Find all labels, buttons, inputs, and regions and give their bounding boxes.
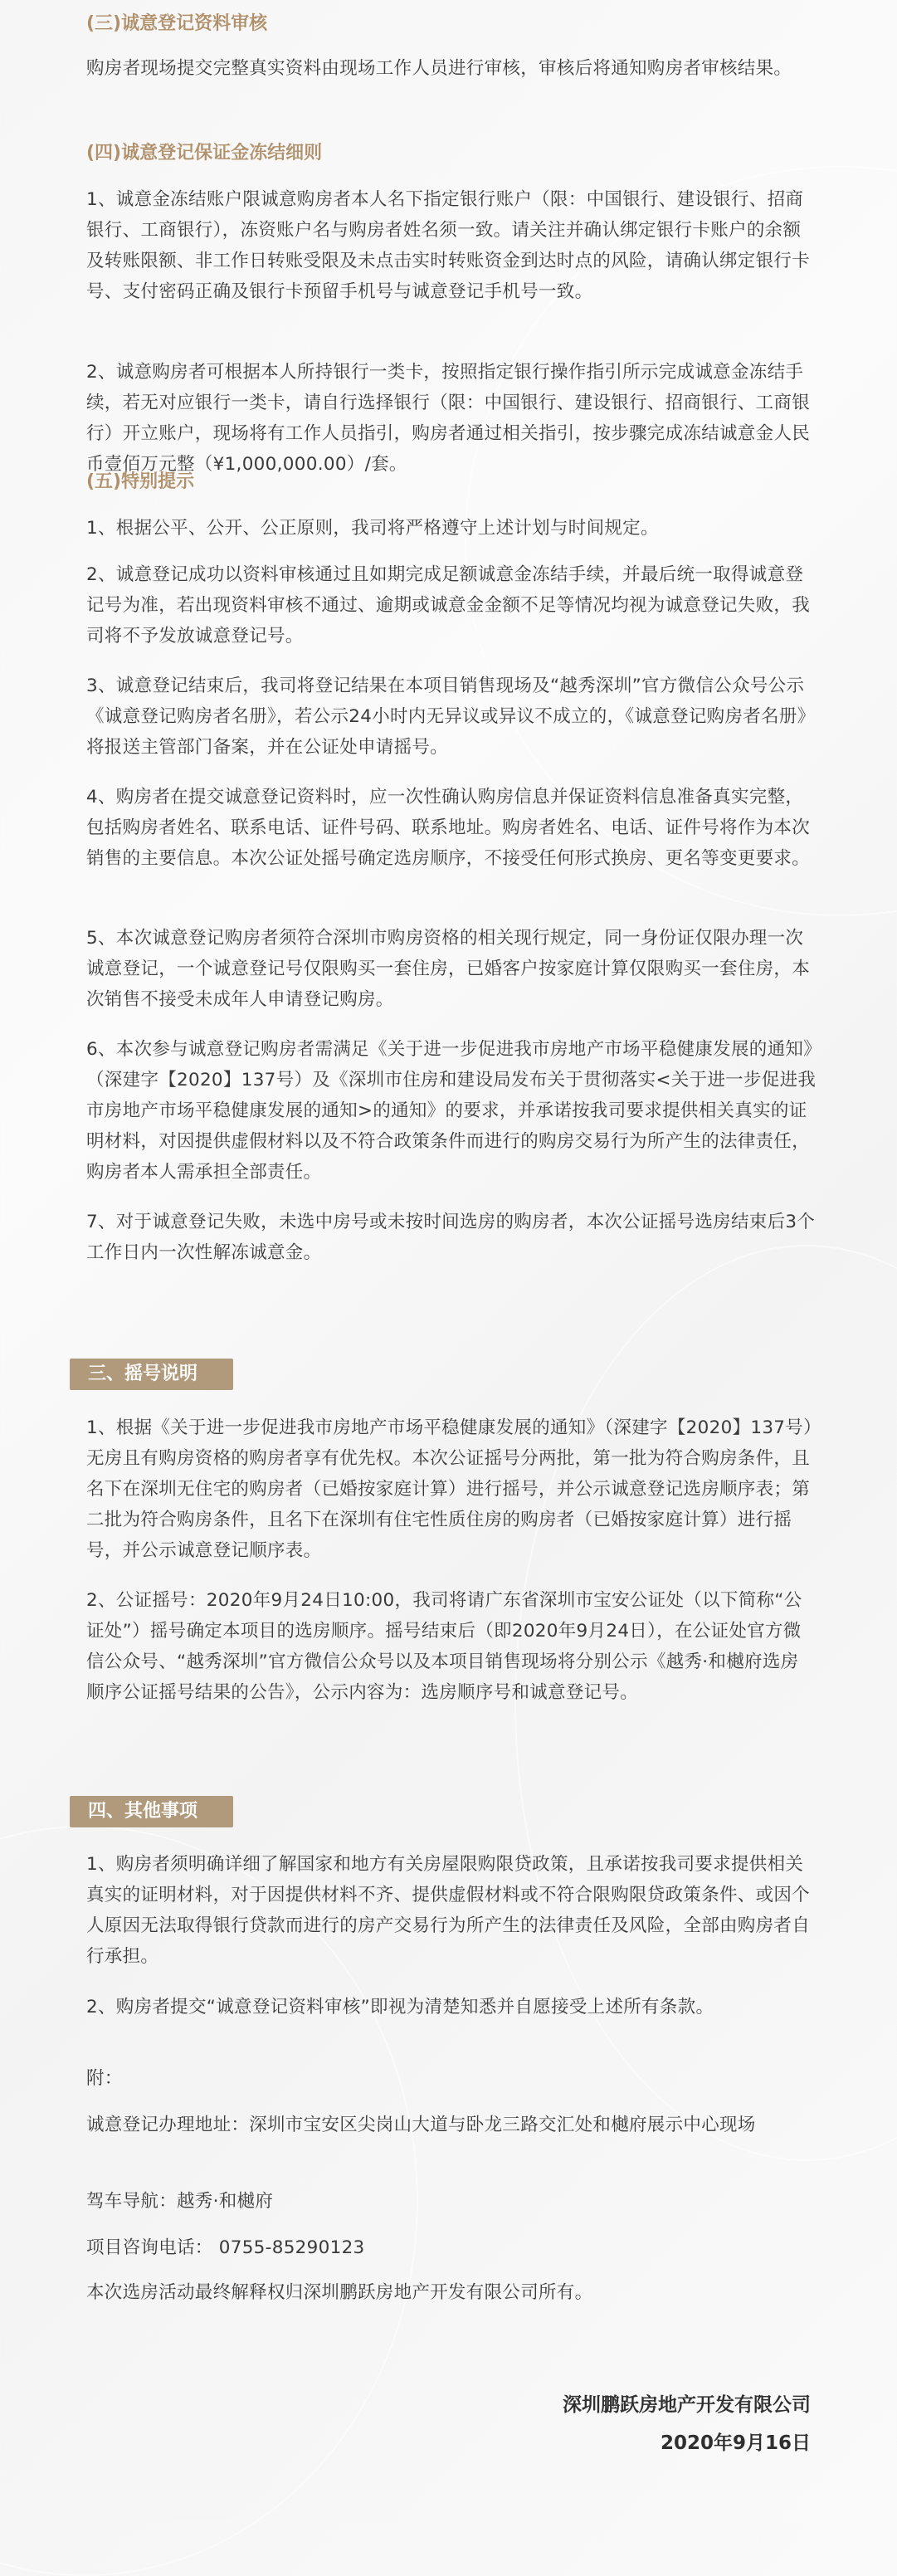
appendix-address-block: [86, 2110, 817, 2140]
signature-date: 2020年9月16日: [660, 2432, 811, 2454]
paragraph: 2、诚意购房者可根据本人所持银行一类卡，按照指定银行操作指引所示完成诚意金冻结手续，若无对应银行一类卡，请自行选择银行（限：中国银行、建设银行、招商银行、工商银行）开立账户，现场将有工作人员指引，购房者通过相关指引，按步骤完成冻结诚意金人民币壹佰万元整（¥1,000,000.00）/套。: [86, 362, 811, 475]
paragraph: 1、购房者须明确详细了解国家和地方有关房屋限购限贷政策，且承诺按我司要求提供相关真实的证明材料，对于因提供材料不齐、提供虚假材料或不符合限购限贷政策条件、或因个人原因无法取得银行贷款而进行的房产交易行为所产生的法律责任及风险，全部由购房者自行承担。: [86, 1854, 811, 1967]
company-name: 深圳鹏跃房地产开发有限公司: [563, 2394, 811, 2416]
appendix: [86, 2063, 817, 2094]
section-3: [86, 12, 817, 37]
paragraph: 5、本次诚意登记购房者须符合深圳市购房资格的相关现行规定，同一身份证仅限办理一次诚意登记，一个诚意登记号仅限购买一套住房，已婚客户按家庭计算仅限购买一套住房，本次销售不接受未成年人申请登记购房。: [86, 928, 811, 1010]
paragraph: 购房者现场提交完整真实资料由现场工作人员进行审核，审核后将通知购房者审核结果。: [86, 58, 792, 79]
other-body-2: [86, 1992, 817, 2022]
lottery-body-1: [86, 1412, 817, 1566]
paragraph: 1、根据《关于进一步促进我市房地产市场平稳健康发展的通知》（深建字【2020】137号）无房且有购房资格的购房者享有优先权。本次公证摇号分两批，第一批为符合购房条件，且名下在深圳无住宅的购房者（已婚按家庭计算）进行摇号，并公示诚意登记选房顺序表；第二批为符合购房条件，且名下在深圳有住宅性质住房的购房者（已婚按家庭计算）进行摇号，并公示诚意登记顺序表。: [86, 1417, 813, 1561]
section-4: [86, 141, 817, 166]
section-5-body-1: [86, 513, 817, 544]
paragraph: 2、购房者提交“诚意登记资料审核”即视为清楚知悉并自愿接受上述所有条款。: [86, 1997, 714, 2017]
section-5-title: (五)特别提示: [86, 471, 195, 492]
paragraph: 1、根据公平、公开、公正原则，我司将严格遵守上述计划与时间规定。: [86, 518, 659, 539]
section-4-body-2: [86, 357, 817, 480]
section-4-body-1: [86, 184, 817, 307]
section-5-body-4: [86, 782, 817, 874]
section-5-body-2: [86, 559, 817, 651]
appendix-navigation-block: [86, 2186, 817, 2217]
section-5-body-7: [86, 1207, 817, 1268]
appendix-rights-block: [86, 2277, 817, 2308]
appendix-rights: 本次选房活动最终解释权归深圳鹏跃房地产开发有限公司所有。: [86, 2282, 593, 2303]
other-body-1: [86, 1849, 817, 1972]
lottery-heading: 三、摇号说明: [70, 1359, 233, 1390]
lottery-body-2: [86, 1585, 817, 1708]
appendix-label: 附：: [86, 2068, 123, 2089]
signature: [563, 2388, 811, 2460]
appendix-address: 诚意登记办理地址：深圳市宝安区尖岗山大道与卧龙三路交汇处和樾府展示中心现场: [86, 2115, 756, 2135]
paragraph: 1、诚意金冻结账户限诚意购房者本人名下指定银行账户（限：中国银行、建设银行、招商银行、工商银行），冻资账户名与购房者姓名须一致。请关注并确认绑定银行卡账户的余额及转账限额、非工作日转账受限及未点击实时转账资金到达时点的风险，请确认绑定银行卡号、支付密码正确及银行卡预留手机号与诚意登记手机号一致。: [86, 189, 811, 302]
paragraph: 4、购房者在提交诚意登记资料时，应一次性确认购房信息并保证资料信息准备真实完整，包括购房者姓名、联系电话、证件号码、联系地址。购房者姓名、电话、证件号将作为本次销售的主要信息。本次公证处摇号确定选房顺序，不接受任何形式换房、更名等变更要求。: [86, 787, 811, 869]
paragraph: 2、公证摇号：2020年9月24日10:00，我司将请广东省深圳市宝安公证处（以下简称“公证处”）摇号确定本项目的选房顺序。摇号结束后（即2020年9月24日），在公证处官方微信公众号、“越秀深圳”官方微信公众号以及本项目销售现场将分别公示《越秀·和樾府选房顺序公证摇号结果的公告》，公示内容为：选房顺序号和诚意登记号。: [86, 1590, 802, 1703]
section-5-body-3: [86, 671, 817, 763]
section-4-title: (四)诚意登记保证金冻结细则: [86, 143, 323, 163]
paragraph: 3、诚意登记结束后，我司将登记结果在本项目销售现场及“越秀深圳”官方微信公众号公示《诚意登记购房者名册》，若公示24小时内无异议或异议不成立的，《诚意登记购房者名册》将报送主管部门备案，并在公证处申请摇号。: [86, 676, 816, 758]
section-5-body-6: [86, 1034, 817, 1188]
paragraph: 7、对于诚意登记失败，未选中房号或未按时间选房的购房者，本次公证摇号选房结束后3个工作日内一次性解冻诚意金。: [86, 1212, 816, 1263]
appendix-phone-block: [86, 2232, 817, 2263]
paragraph: 6、本次参与诚意登记购房者需满足《关于进一步促进我市房地产市场平稳健康发展的通知》（深建字【2020】137号）及《深圳市住房和建设局发布关于贯彻落实<关于进一步促进我市房地产市场平稳健康发展的通知>的通知》的要求，并承诺按我司要求提供相关真实的证明材料，对因提供虚假材料以及不符合政策条件而进行的购房交易行为所产生的法律责任，购房者本人需承担全部责任。: [86, 1039, 817, 1183]
appendix-navigation: 驾车导航：越秀·和樾府: [86, 2191, 274, 2212]
section-3-title: (三)诚意登记资料审核: [86, 13, 268, 34]
paragraph: 2、诚意登记成功以资料审核通过且如期完成足额诚意金冻结手续，并最后统一取得诚意登记号为准，若出现资料审核不通过、逾期或诚意金金额不足等情况均视为诚意登记失败，我司将不予发放诚意登记号。: [86, 564, 811, 646]
section-5-body-5: [86, 923, 817, 1015]
section-5: [86, 470, 817, 495]
appendix-phone: 项目咨询电话： 0755-85290123: [86, 2237, 365, 2258]
other-heading: 四、其他事项: [70, 1796, 233, 1827]
section-3-body: [86, 53, 817, 84]
